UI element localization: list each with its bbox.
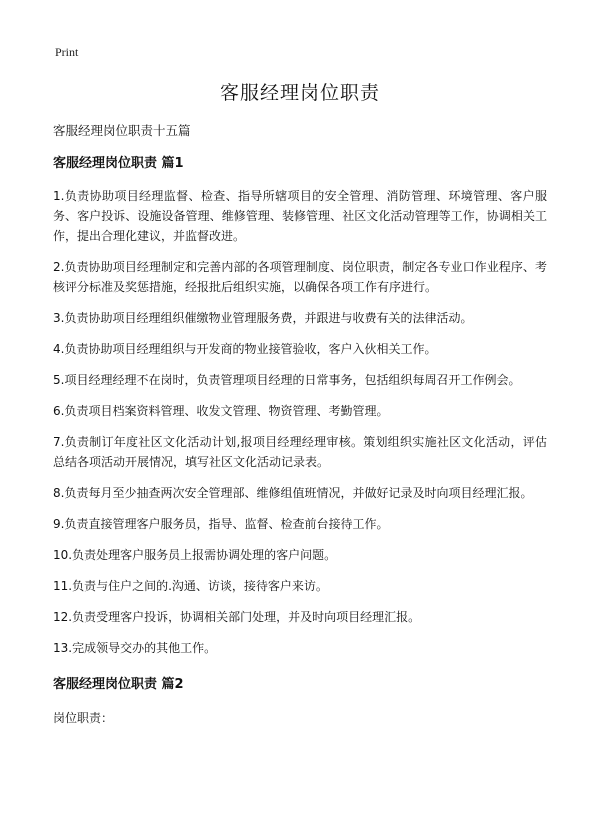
section-heading: 客服经理岗位职责 篇1 [53, 156, 184, 171]
paragraph: 7.负责制订年度社区文化活动计划,报项目经理经理审核。策划组织实施社区文化活动，评估总结各项活动开展情况，填写社区文化活动记录表。 [53, 435, 547, 469]
document-subtitle: 客服经理岗位职责十五篇 [53, 123, 191, 138]
paragraph: 13.完成领导交办的其他工作。 [53, 641, 217, 655]
paragraph: 4.负责协助项目经理组织与开发商的物业接管验收，客户入伙相关工作。 [53, 342, 437, 356]
paragraph: 5.项目经理经理不在岗时，负责管理项目经理的日常事务，包括组织每周召开工作例会。 [53, 373, 521, 387]
section-1 [53, 155, 547, 658]
paragraph: 1.负责协助项目经理监督、检查、指导所辖项目的安全管理、消防管理、环境管理、客户服务、客户投诉、设施设备管理、维修管理、装修管理、社区文化活动管理等工作，协调相关工作，提出合理化建议，并监督改进。 [53, 189, 547, 243]
paragraph: 12.负责受理客户投诉，协调相关部门处理，并及时向项目经理汇报。 [53, 610, 421, 624]
paragraph: 岗位职责： [53, 711, 114, 725]
paragraph: 10.负责处理客户服务员上报需协调处理的客户问题。 [53, 548, 337, 562]
paragraph: 2.负责协助项目经理制定和完善内部的各项管理制度、岗位职责，制定各专业口作业程序、考核评分标准及奖惩措施，经报批后组织实施，以确保各项工作有序进行。 [53, 260, 547, 294]
paragraph: 6.负责项目档案资料管理、收发文管理、物资管理、考勤管理。 [53, 404, 389, 418]
print-link[interactable]: Print [55, 45, 79, 59]
paragraph: 3.负责协助项目经理组织催缴物业管理服务费，并跟进与收费有关的法律活动。 [53, 311, 473, 325]
paragraph: 9.负责直接管理客户服务员，指导、监督、检查前台接待工作。 [53, 517, 389, 531]
document-title: 客服经理岗位职责 [219, 82, 380, 104]
paragraph: 8.负责每月至少抽查两次安全管理部、维修组值班情况，并做好记录及时向项目经理汇报。 [53, 486, 533, 500]
section-heading: 客服经理岗位职责 篇2 [53, 677, 184, 692]
paragraph: 11.负责与住户之间的.沟通、访谈，接待客户来访。 [53, 579, 328, 593]
section-2 [53, 676, 547, 728]
